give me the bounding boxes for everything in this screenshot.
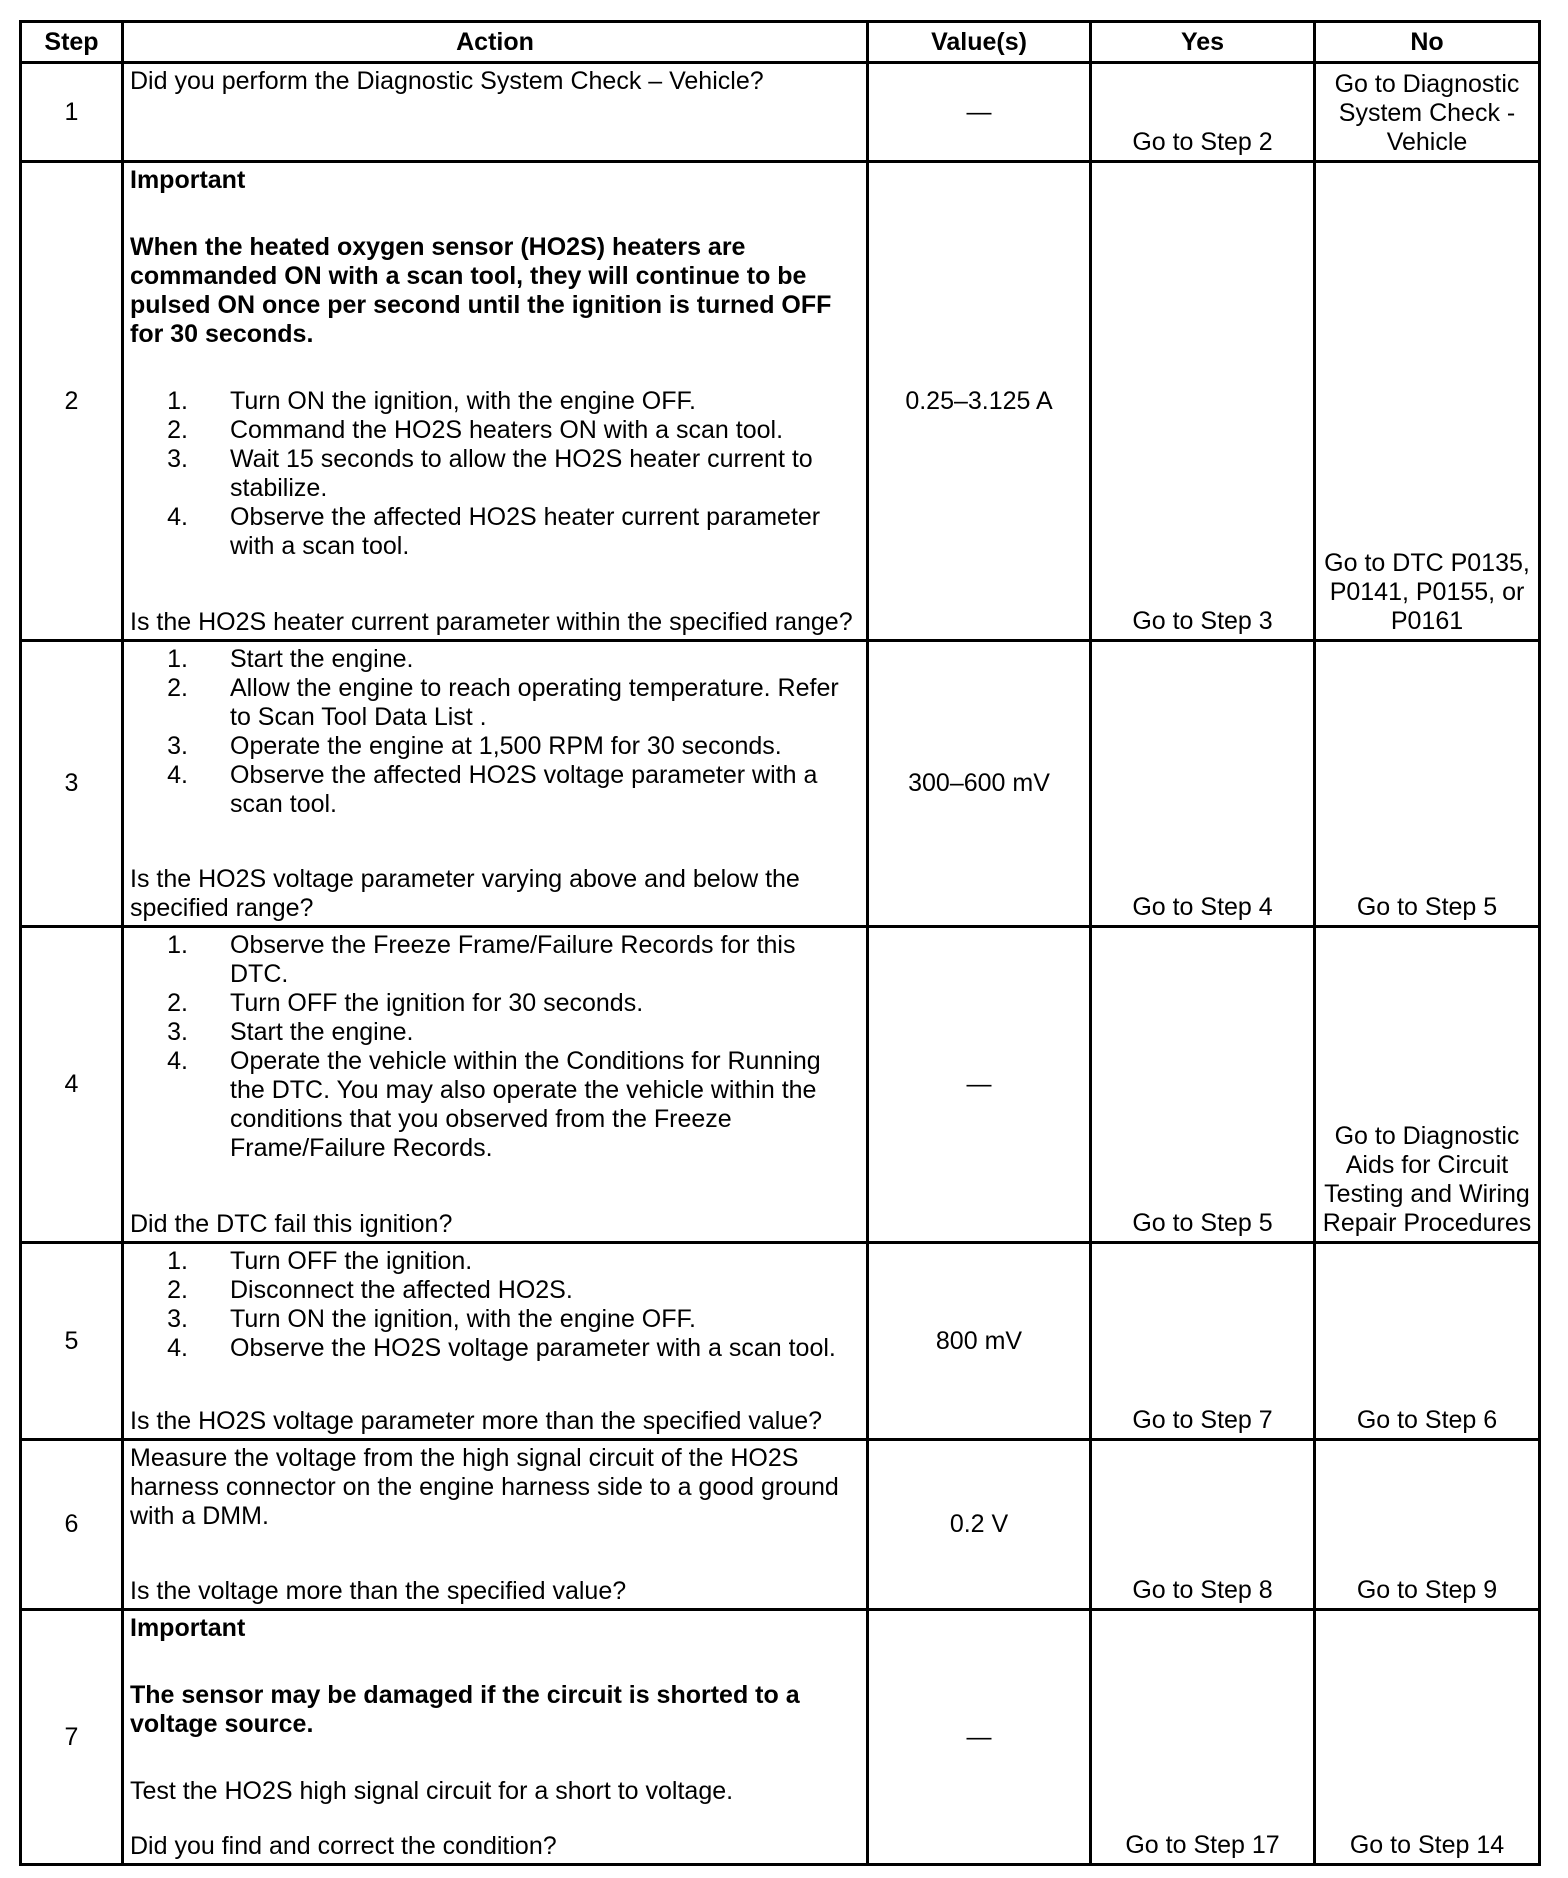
procedure-list — [130, 387, 858, 561]
yes-cell: Go to Step 17 — [1091, 1610, 1315, 1865]
step-number: 2 — [21, 162, 123, 641]
step-number: 1 — [21, 63, 123, 162]
list-item: 1. Turn ON the ignition, with the engine OFF. — [167, 387, 696, 415]
list-item: 4. Operate the vehicle within the Conditions for Running the DTC. You may also operate the vehicle within the conditions that you observed from the Freeze Frame/Failure Records. — [167, 1047, 821, 1162]
action-cell — [123, 641, 868, 927]
value-cell: — — [868, 927, 1091, 1243]
list-item: 4. Observe the affected HO2S voltage parameter with a scan tool. — [167, 761, 818, 818]
table-row-step-5 — [21, 1243, 1540, 1440]
yes-cell: Go to Step 4 — [1091, 641, 1315, 927]
list-item: 1. Turn OFF the ignition. — [167, 1247, 473, 1275]
action-text: Measure the voltage from the high signal circuit of the HO2S harness connector on the engine harness side to a good ground with a DMM. — [130, 1444, 839, 1530]
header-values: Value(s) — [868, 22, 1091, 63]
yes-cell: Go to Step 3 — [1091, 162, 1315, 641]
diagnostic-table-container — [19, 20, 1538, 1860]
list-item: 2. Turn OFF the ignition for 30 seconds. — [167, 989, 644, 1017]
table-row-step-4 — [21, 927, 1540, 1243]
important-label: Important — [130, 166, 246, 194]
no-cell: Go to Diagnostic System Check - Vehicle — [1315, 63, 1540, 162]
header-step: Step — [21, 22, 123, 63]
table-row-step-2 — [21, 162, 1540, 641]
no-cell: Go to Diagnostic Aids for Circuit Testing and Wiring Repair Procedures — [1315, 927, 1540, 1243]
no-cell: Go to Step 14 — [1315, 1610, 1540, 1865]
no-cell: Go to DTC P0135, P0141, P0155, or P0161 — [1315, 162, 1540, 641]
action-cell — [123, 927, 868, 1243]
action-cell — [123, 162, 868, 641]
question-text: Is the voltage more than the specified value? — [130, 1577, 627, 1605]
header-no: No — [1315, 22, 1540, 63]
list-item: 4. Observe the HO2S voltage parameter with a scan tool. — [167, 1334, 836, 1362]
procedure-list — [130, 645, 858, 819]
value-cell: 300–600 mV — [868, 641, 1091, 927]
table-row-step-6 — [21, 1440, 1540, 1610]
list-item: 3. Wait 15 seconds to allow the HO2S heater current to stabilize. — [167, 445, 813, 502]
table-row-step-3 — [21, 641, 1540, 927]
step-number: 5 — [21, 1243, 123, 1440]
header-action: Action — [123, 22, 868, 63]
value-cell: 0.25–3.125 A — [868, 162, 1091, 641]
important-text: When the heated oxygen sensor (HO2S) heaters are commanded ON with a scan tool, they will continue to be pulsed ON once per second until the ignition is turned OFF for 30 seconds. — [130, 233, 832, 348]
no-cell: Go to Step 9 — [1315, 1440, 1540, 1610]
header-row — [21, 22, 1540, 63]
list-item: 3. Operate the engine at 1,500 RPM for 30 seconds. — [167, 732, 782, 760]
yes-cell: Go to Step 2 — [1091, 63, 1315, 162]
list-item: 2. Disconnect the affected HO2S. — [167, 1276, 573, 1304]
no-cell: Go to Step 6 — [1315, 1243, 1540, 1440]
header-yes: Yes — [1091, 22, 1315, 63]
action-cell — [123, 1440, 868, 1610]
step-number: 7 — [21, 1610, 123, 1865]
action-cell — [123, 1243, 868, 1440]
action-cell — [123, 1610, 868, 1865]
list-item: 3. Start the engine. — [167, 1018, 414, 1046]
action-text: Did you perform the Diagnostic System Check – Vehicle? — [130, 67, 764, 95]
no-cell: Go to Step 5 — [1315, 641, 1540, 927]
yes-cell: Go to Step 8 — [1091, 1440, 1315, 1610]
table-row-step-7 — [21, 1610, 1540, 1865]
list-item: 2. Command the HO2S heaters ON with a scan tool. — [167, 416, 784, 444]
value-cell: — — [868, 1610, 1091, 1865]
step-number: 3 — [21, 641, 123, 927]
question-text: Is the HO2S voltage parameter more than the specified value? — [130, 1407, 823, 1435]
procedure-list — [130, 931, 858, 1163]
action-cell — [123, 63, 868, 162]
question-text: Is the HO2S heater current parameter within the specified range? — [130, 608, 853, 636]
yes-cell: Go to Step 5 — [1091, 927, 1315, 1243]
question-text: Did the DTC fail this ignition? — [130, 1210, 453, 1238]
list-item: 2. Allow the engine to reach operating temperature. Refer to Scan Tool Data List . — [167, 674, 839, 731]
action-text: Test the HO2S high signal circuit for a short to voltage. — [130, 1777, 734, 1805]
list-item: 1. Observe the Freeze Frame/Failure Records for this DTC. — [167, 931, 796, 988]
value-cell: 800 mV — [868, 1243, 1091, 1440]
value-cell: — — [868, 63, 1091, 162]
important-label: Important — [130, 1614, 246, 1642]
important-text: The sensor may be damaged if the circuit is shorted to a voltage source. — [130, 1681, 800, 1738]
value-cell: 0.2 V — [868, 1440, 1091, 1610]
step-number: 6 — [21, 1440, 123, 1610]
procedure-list — [130, 1247, 858, 1363]
list-item: 3. Turn ON the ignition, with the engine OFF. — [167, 1305, 696, 1333]
question-text: Did you find and correct the condition? — [130, 1832, 557, 1860]
yes-cell: Go to Step 7 — [1091, 1243, 1315, 1440]
list-item: 1. Start the engine. — [167, 645, 414, 673]
diagnostic-table — [19, 20, 1541, 1866]
table-row-step-1 — [21, 63, 1540, 162]
step-number: 4 — [21, 927, 123, 1243]
question-text: Is the HO2S voltage parameter varying above and below the specified range? — [130, 865, 800, 922]
list-item: 4. Observe the affected HO2S heater current parameter with a scan tool. — [167, 503, 821, 560]
